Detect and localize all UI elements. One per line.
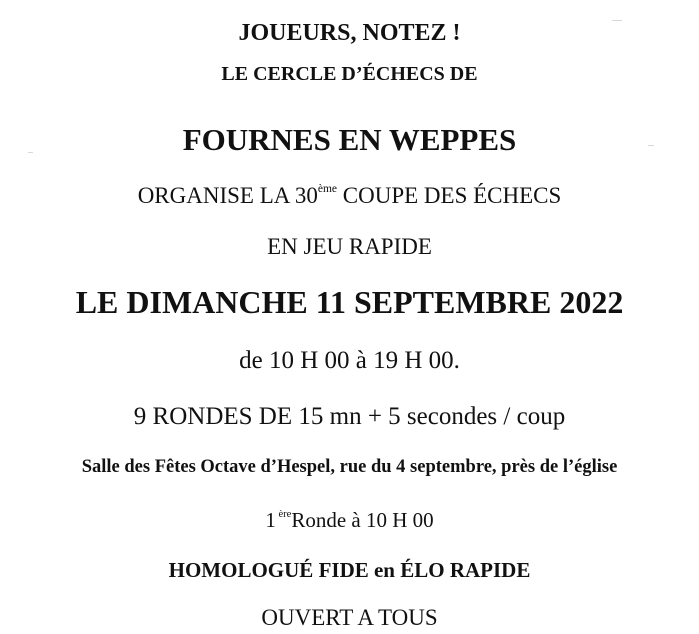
event-title-suffix: COUPE DES ÉCHECS bbox=[337, 183, 562, 208]
event-date: LE DIMANCHE 11 SEPTEMBRE 2022 bbox=[75, 284, 624, 320]
first-round-text: Ronde à 10 H 00 bbox=[291, 508, 434, 532]
event-title-prefix: ORGANISE LA 30 bbox=[137, 183, 318, 208]
game-format: EN JEU RAPIDE bbox=[267, 234, 432, 259]
event-title bbox=[0, 184, 699, 207]
ordinal-suffix: ème bbox=[317, 183, 338, 196]
event-hours: de 10 H 00 à 19 H 00. bbox=[239, 347, 460, 374]
flyer-heading: JOUEURS, NOTEZ ! bbox=[238, 20, 461, 46]
first-round-number: 1 bbox=[265, 508, 276, 532]
rating-info: HOMOLOGUÉ FIDE en ÉLO RAPIDE bbox=[168, 558, 531, 582]
rounds-info: 9 RONDES DE 15 mn + 5 secondes / coup bbox=[133, 403, 566, 430]
venue-address: Salle des Fêtes Octave d’Hespel, rue du 4 septembre, près de l’église bbox=[81, 457, 618, 477]
first-round-info bbox=[0, 510, 699, 531]
first-round-ordinal: ère bbox=[275, 509, 292, 521]
club-intro: LE CERCLE D’ÉCHECS DE bbox=[221, 63, 478, 85]
open-to-all: OUVERT A TOUS bbox=[261, 605, 438, 630]
town-name: FOURNES EN WEPPES bbox=[182, 122, 517, 157]
